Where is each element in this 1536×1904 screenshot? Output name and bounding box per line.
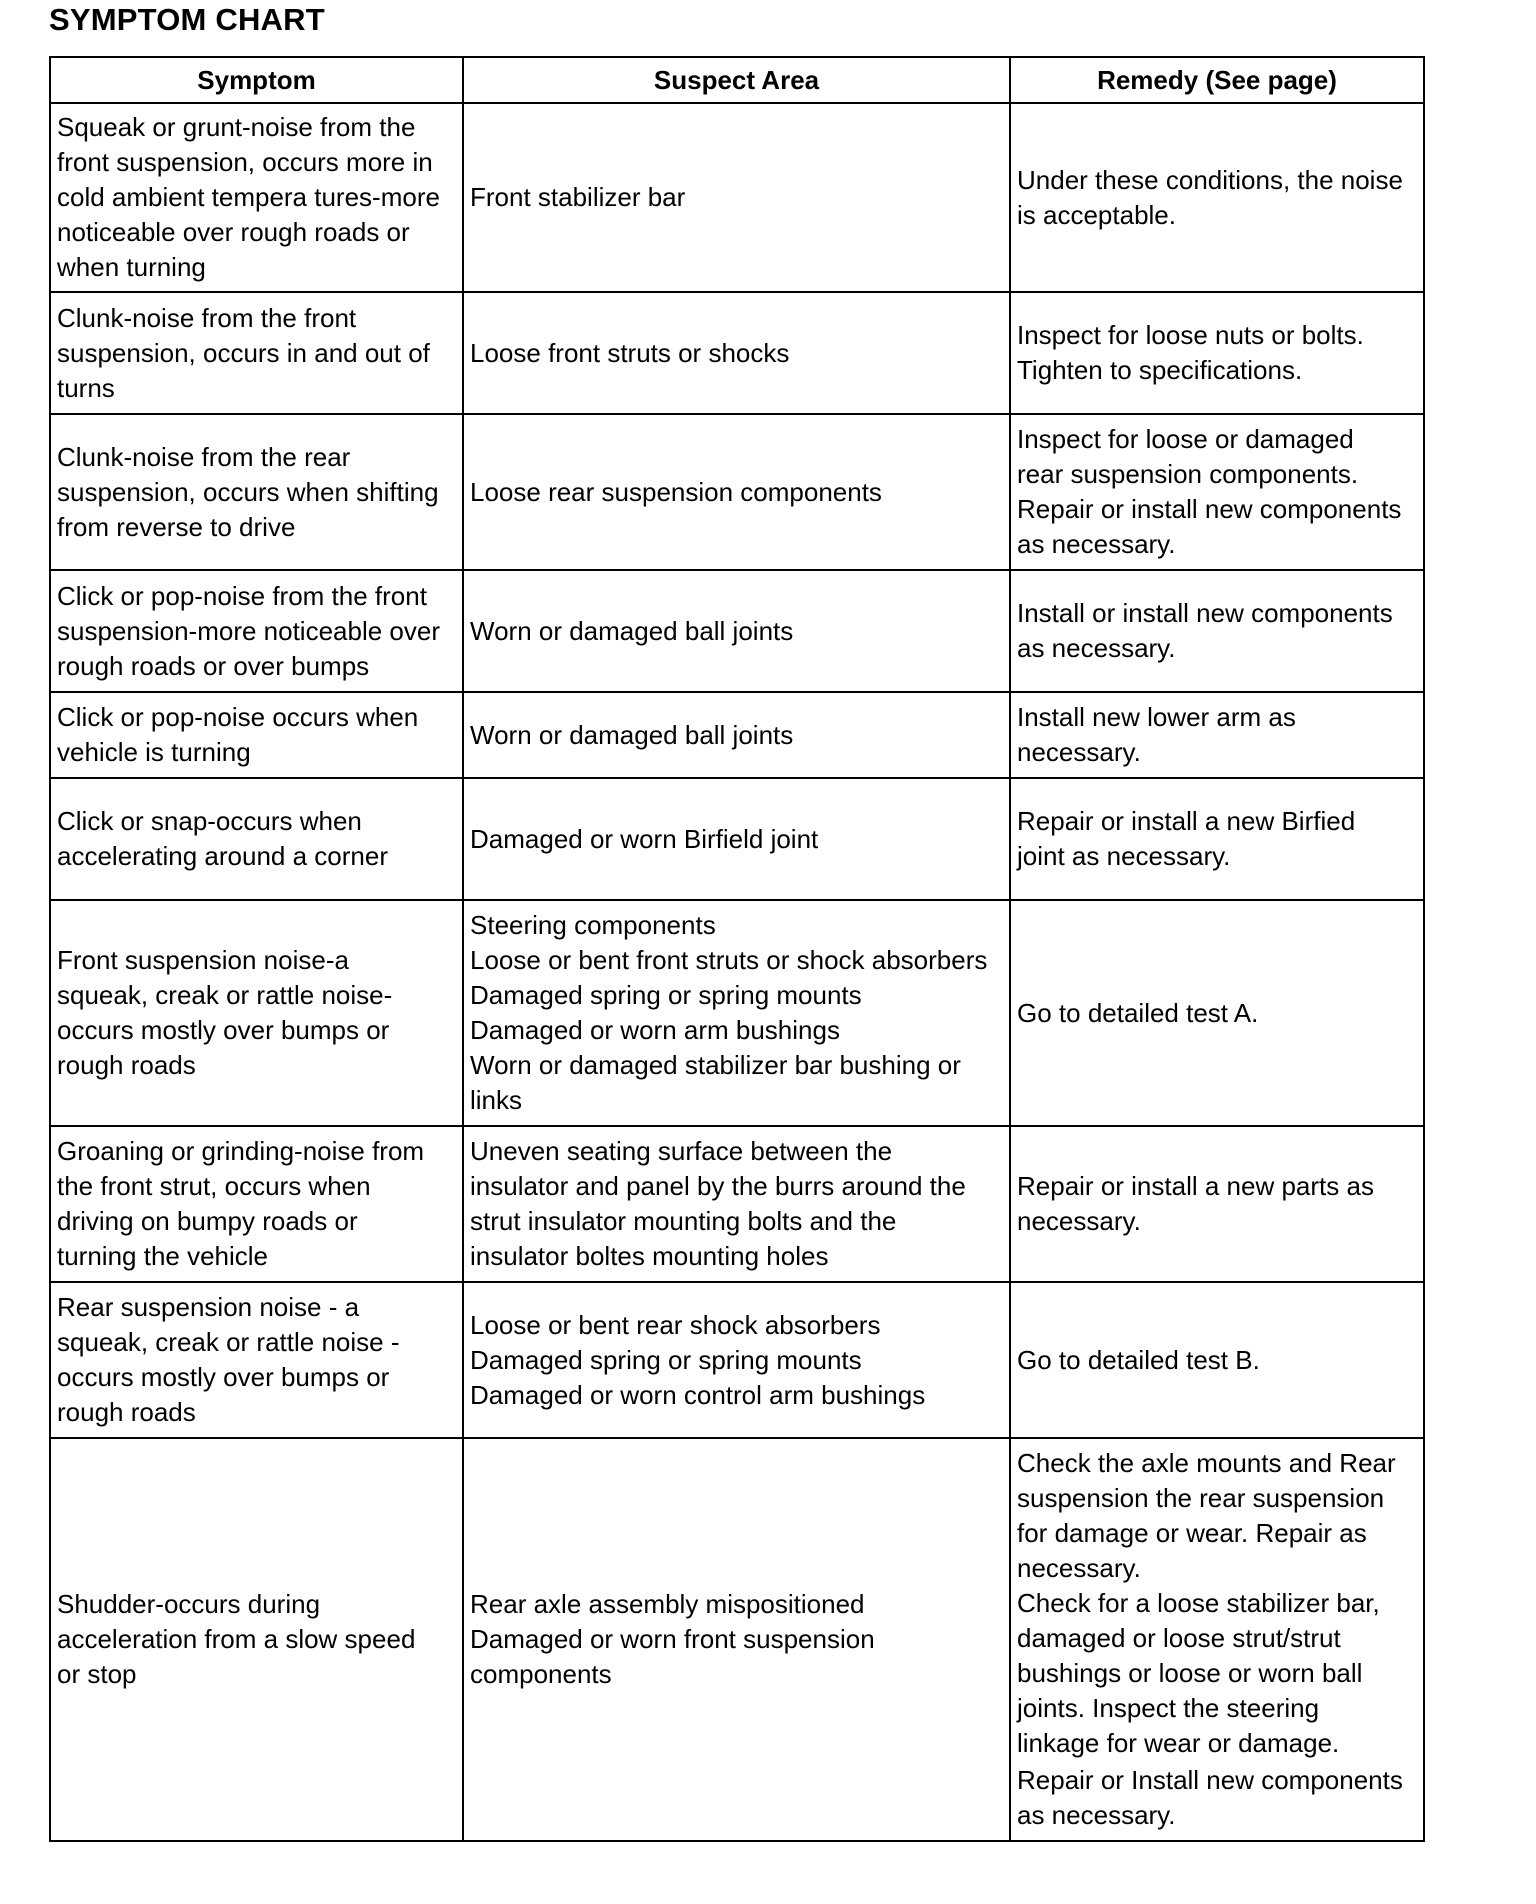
suspect-area-cell (463, 414, 1010, 570)
cell-text-line: Damaged or worn arm bushings (470, 1015, 840, 1045)
cell-text-line: Loose rear suspension components (470, 476, 882, 507)
suspect-area-cell (463, 900, 1010, 1126)
cell-text-line: Click or pop-noise from the front (57, 580, 427, 611)
cell-text-line: rough roads (57, 1397, 196, 1427)
cell-text-line: Worn or damaged stabilizer bar bushing or (470, 1050, 961, 1080)
cell-text-line: squeak, creak or rattle noise - (57, 1327, 400, 1357)
cell-text-line: as necessary. (1017, 1800, 1176, 1830)
cell-text-line: Check for a loose stabilizer bar, (1017, 1588, 1380, 1618)
symptom-cell (50, 292, 463, 414)
cell-text-line: Damaged spring or spring mounts (470, 1344, 862, 1375)
suspect-area-cell (463, 778, 1010, 900)
cell-text-line: Shudder-occurs during (57, 1589, 321, 1619)
cell-text-line: insulator boltes mounting holes (470, 1241, 829, 1271)
symptom-cell (50, 1126, 463, 1282)
remedy-cell (1010, 292, 1424, 414)
cell-text-line: suspension, occurs in and out of (57, 337, 430, 368)
cell-text-line: for damage or wear. Repair as (1017, 1518, 1367, 1548)
symptom-cell (50, 1282, 463, 1438)
remedy-cell (1010, 570, 1424, 692)
cell-text-line: accelerating around a corner (57, 841, 388, 871)
table-header-row (50, 57, 1424, 103)
symptom-cell (50, 778, 463, 900)
cell-text-line: Rear axle assembly mispositioned (470, 1589, 865, 1619)
cell-text-line: Inspect for loose nuts or bolts. (1017, 320, 1364, 350)
cell-text-line: Click or pop-noise occurs when (57, 702, 419, 732)
cell-text-line: Steering components (470, 910, 716, 940)
cell-text-line: joint as necessary. (1017, 841, 1231, 871)
table-row (50, 1126, 1424, 1282)
cell-text-line: Repair or install a new Birfied (1017, 806, 1356, 836)
symptom-cell (50, 414, 463, 570)
table-row (50, 692, 1424, 778)
cell-text-line: insulator and panel by the burrs around the (470, 1171, 966, 1201)
column-header-suspect-area: Suspect Area (463, 57, 1010, 103)
cell-text-line: links (470, 1085, 523, 1115)
cell-text-line: necessary. (1017, 737, 1141, 767)
cell-text-line: Damaged or worn front suspension (470, 1624, 875, 1654)
table-row (50, 900, 1424, 1126)
cell-text-line: Worn or damaged ball joints (470, 615, 794, 646)
symptom-cell (50, 103, 463, 292)
cell-text-line: necessary. (1017, 1206, 1141, 1236)
cell-text-line: suspension the rear suspension (1017, 1483, 1385, 1513)
column-header-symptom: Symptom (50, 57, 463, 103)
cell-text-line: the front strut, occurs when (57, 1171, 371, 1201)
cell-text-line: linkage for wear or damage. (1017, 1728, 1340, 1758)
cell-text-line: Squeak or grunt-noise from the (57, 112, 416, 142)
cell-text-line: turns (57, 372, 115, 403)
cell-text-line: as necessary. (1017, 529, 1176, 559)
cell-text-line: noticeable over rough roads or (57, 217, 410, 247)
cell-text-line: Go to detailed test A. (1017, 997, 1259, 1028)
table-row (50, 1438, 1424, 1841)
table-row (50, 103, 1424, 292)
table-body (50, 103, 1424, 1841)
cell-text-line: when turning (57, 252, 206, 282)
cell-text-line: Repair or install new components (1017, 494, 1402, 524)
remedy-cell (1010, 778, 1424, 900)
cell-text-line: acceleration from a slow speed (57, 1624, 416, 1654)
suspect-area-cell (463, 103, 1010, 292)
cell-text-line: Go to detailed test B. (1017, 1344, 1260, 1375)
table-row (50, 1282, 1424, 1438)
cell-text-line: occurs mostly over bumps or (57, 1015, 390, 1045)
cell-text-line: squeak, creak or rattle noise- (57, 980, 393, 1010)
symptom-cell (50, 1438, 463, 1841)
cell-text-line: front suspension, occurs more in (57, 147, 433, 177)
cell-text-line: Repair or install a new parts as (1017, 1171, 1374, 1201)
cell-text-line: Check the axle mounts and Rear (1017, 1448, 1396, 1478)
remedy-cell (1010, 692, 1424, 778)
cell-text-line: or stop (57, 1659, 137, 1689)
cell-text-line: components (470, 1659, 612, 1689)
cell-text-line: necessary. (1017, 1553, 1141, 1583)
cell-text-line: Groaning or grinding-noise from (57, 1136, 425, 1166)
remedy-cell (1010, 103, 1424, 292)
cell-text-line: Loose or bent front struts or shock absorbers (470, 945, 988, 975)
remedy-cell (1010, 1438, 1424, 1841)
cell-text-line: occurs mostly over bumps or (57, 1362, 390, 1392)
cell-text-line: Front suspension noise-a (57, 945, 349, 975)
cell-text-line: Clunk-noise from the rear (57, 441, 351, 472)
cell-text-line: Loose front struts or shocks (470, 337, 790, 368)
suspect-area-cell (463, 692, 1010, 778)
cell-text-line: Damaged spring or spring mounts (470, 980, 862, 1010)
cell-text-line: Clunk-noise from the front (57, 302, 357, 333)
cell-text-line: rough roads or over bumps (57, 650, 370, 681)
cell-text-line: rear suspension components. (1017, 459, 1359, 489)
remedy-cell (1010, 900, 1424, 1126)
symptom-cell (50, 900, 463, 1126)
cell-text-line: Loose or bent rear shock absorbers (470, 1309, 881, 1340)
symptom-table (49, 56, 1425, 1842)
cell-text-line: Tighten to specifications. (1017, 355, 1303, 385)
suspect-area-cell (463, 1438, 1010, 1841)
table-row (50, 414, 1424, 570)
remedy-cell (1010, 1282, 1424, 1438)
remedy-cell (1010, 414, 1424, 570)
symptom-cell (50, 570, 463, 692)
suspect-area-cell (463, 1282, 1010, 1438)
cell-text-line: Install or install new components (1017, 598, 1393, 628)
cell-text-line: suspension, occurs when shifting (57, 476, 439, 507)
cell-text-line: strut insulator mounting bolts and the (470, 1206, 897, 1236)
cell-text-line: vehicle is turning (57, 737, 251, 767)
suspect-area-cell (463, 1126, 1010, 1282)
cell-text-line: is acceptable. (1017, 199, 1176, 230)
cell-text-line: turning the vehicle (57, 1241, 269, 1271)
cell-text-line: Under these conditions, the noise (1017, 164, 1403, 195)
suspect-area-cell (463, 570, 1010, 692)
cell-text-line: Inspect for loose or damaged (1017, 424, 1354, 454)
table-row (50, 778, 1424, 900)
symptom-cell (50, 692, 463, 778)
cell-text-line: Click or snap-occurs when (57, 806, 362, 836)
cell-text-line: Worn or damaged ball joints (470, 719, 794, 750)
suspect-area-cell (463, 292, 1010, 414)
table-row (50, 292, 1424, 414)
cell-text-line: Damaged or worn control arm bushings (470, 1379, 926, 1410)
cell-text-line: Repair or Install new components (1017, 1765, 1403, 1795)
cell-text-line: Install new lower arm as (1017, 702, 1296, 732)
cell-text-line: from reverse to drive (57, 511, 296, 542)
cell-text-line: driving on bumpy roads or (57, 1206, 358, 1236)
column-header-remedy: Remedy (See page) (1010, 57, 1424, 103)
cell-text-line: Uneven seating surface between the (470, 1136, 893, 1166)
cell-text-line: Front stabilizer bar (470, 182, 686, 212)
cell-text-line: suspension-more noticeable over (57, 615, 440, 646)
remedy-cell (1010, 1126, 1424, 1282)
cell-text-line: Rear suspension noise - a (57, 1292, 360, 1322)
cell-text-line: damaged or loose strut/strut (1017, 1623, 1341, 1653)
page-title: SYMPTOM CHART (49, 2, 325, 37)
cell-text-line: rough roads (57, 1050, 196, 1080)
cell-text-line: as necessary. (1017, 633, 1176, 663)
cell-text-line: bushings or loose or worn ball (1017, 1658, 1363, 1688)
table-row (50, 570, 1424, 692)
cell-text-line: joints. Inspect the steering (1017, 1693, 1320, 1723)
cell-text-line: Damaged or worn Birfield joint (470, 823, 819, 854)
cell-text-line: cold ambient tempera tures-more (57, 182, 440, 212)
